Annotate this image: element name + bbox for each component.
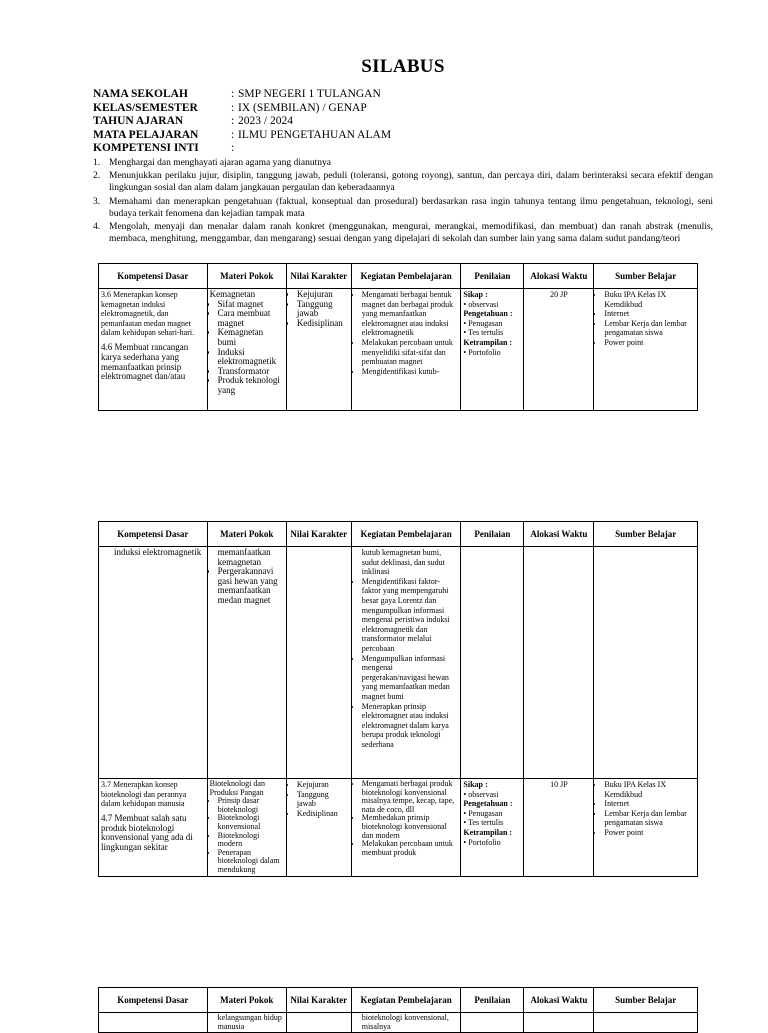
list-item: • Melakukan percobaan untuk menyelidiki sifat-sifat dan pembuatan magnet bbox=[362, 338, 459, 367]
materi-cell: memanfaatkan kemagnetan • Pergerakannavi gasi hewan yang memanfaatkan medan magnet bbox=[207, 547, 286, 779]
list-item: • Bioteknologi konvensional bbox=[218, 814, 284, 831]
info-row-year: TAHUN AJARAN : 2023 / 2024 bbox=[93, 115, 293, 127]
syllabus-table-3 bbox=[98, 987, 698, 1033]
list-item: • Sifat magnet bbox=[218, 300, 284, 310]
nilai-cell bbox=[286, 779, 351, 877]
list-item: • Mengumpulkan informasi mengenai pergerakan/navigasi hewan yang memanfaatkan medan magnet bumi bbox=[362, 654, 459, 702]
header-nilai: Nilai Karakter bbox=[286, 264, 351, 289]
list-item: • Penerapan bioteknologi dalam mendukung bbox=[218, 849, 284, 875]
list-item: • Power point bbox=[604, 828, 695, 838]
table-header-row: Kompetensi Dasar Materi Pokok Nilai Karakter Kegiatan Pembelajaran Penilaian Alokasi Waktu Sumber Belajar bbox=[99, 988, 698, 1013]
kegiatan-cell: kutub kemagnetan bumi, sudut deklinasi, dan sudut inklinasi • Mengidentifikasi faktor-faktor yang mempengaruhi besar gaya Lorentz dan mengumpulkan informasi mengenai peristiwa induksi elektromagnetik dan transformator melalui percobaan • Mengumpulkan informasi mengenai pergerakan/navigasi hewan yang memanfaatkan medan magnet bumi • Menerapkan prinsip elektromagnet atau induksi elektromagnet dalam karya berupa produk teknologi sederhana bbox=[351, 547, 461, 779]
list-item: • Kejujuran bbox=[297, 780, 349, 790]
sumber-cell bbox=[594, 289, 698, 411]
list-item: • Menerapkan prinsip elektromagnet atau induksi elektromagnet dalam karya berupa produk teknologi sederhana bbox=[362, 702, 459, 750]
list-item: • Mengidentifikasi kutub- bbox=[362, 367, 459, 377]
list-item: • Buku IPA Kelas IX Kemdikbud bbox=[604, 780, 695, 799]
table-row bbox=[99, 1013, 698, 1033]
syllabus-table-2 bbox=[98, 521, 698, 877]
list-item: • Membedakan prinsip bioteknologi konvensional dan modern bbox=[362, 814, 459, 840]
info-row-school: NAMA SEKOLAH : SMP NEGERI 1 TULANGAN bbox=[93, 88, 381, 100]
list-item: • Internet bbox=[604, 309, 695, 319]
list-item: • Cara membuat magnet bbox=[218, 309, 284, 328]
list-item: • Mengidentifikasi faktor-faktor yang mempengaruhi besar gaya Lorentz dan mengumpulkan informasi mengenai peristiwa induksi elektromagnetik dan transformator melalui percobaan bbox=[362, 577, 459, 654]
ki-item: 4. Mengolah, menyaji dan menalar dalam ranah konkret (menggunakan, mengurai, merangkai, memodifikasi, dan membuat) dan ranah abstrak (menulis, membaca, menghitung, menggambar, dan mengarang) sesuai dengan yang dipelajari di sekolah dan sumber lain yang sama dalam sudut pandang/teori bbox=[93, 222, 713, 245]
list-item: • Pergerakannavi gasi hewan yang memanfaatkan medan magnet bbox=[218, 567, 284, 605]
table-row bbox=[99, 289, 698, 411]
list-item: • Internet bbox=[604, 799, 695, 809]
page-title: SILABUS bbox=[361, 56, 445, 77]
list-item: • Tanggung jawab bbox=[297, 300, 349, 319]
list-item: • Kejujuran bbox=[297, 290, 349, 300]
list-item: • Melakukan percobaan untuk membuat produk bbox=[362, 840, 459, 857]
ki-item: 3. Memahami dan menerapkan pengetahuan (faktual, konseptual dan prosedural) berdasarkan rasa ingin tahunya tentang ilmu pengetahuan, teknologi, seni budaya terkait fenomena dan kejadian tampak mata bbox=[93, 196, 713, 219]
list-item: • Tanggung jawab bbox=[297, 790, 349, 809]
materi-cell: Kemagnetan • Sifat magnet • Cara membuat magnet • Kemagnetan bumi • Induksi elektromagnetik • Transformator • Produk teknologi yang bbox=[207, 289, 286, 411]
ki-item: 2. Menunjukkan perilaku jujur, disiplin, tanggung jawab, peduli (toleransi, gotong royong), santun, dan percaya diri, dalam berinteraksi secara efektif dengan lingkungan sosial dan alam dalam jangkauan pergaulan dan keberadaannya bbox=[93, 171, 713, 194]
ki-item: 1. Menghargai dan menghayati ajaran agama yang dianutnya bbox=[93, 158, 331, 168]
table-row bbox=[99, 779, 698, 877]
penilaian-cell: Sikap : • observasi Pengetahuan : • Penugasan • Tes tertulis Ketrampilan : • Portofolio bbox=[461, 289, 524, 411]
table-row bbox=[99, 547, 698, 779]
list-item: • Bioteknologi modern bbox=[218, 832, 284, 849]
materi-cell: Bioteknologi dan Produksi Pangan • Prinsip dasar bioteknologi • Bioteknologi konvensional • Bioteknologi modern • Penerapan bioteknologi dalam mendukung bbox=[207, 779, 286, 877]
info-row-ki: KOMPETENSI INTI : bbox=[93, 142, 235, 154]
list-item: • Mengamati berbagai bentuk magnet dan berbagai produk yang memanfaatkan elektromagnet atau induksi elektromagnetik bbox=[362, 290, 459, 338]
kd-cell: 3.7 Menerapkan konsep bioteknologi dan perannya dalam kehidupan manusia 4.7 Membuat salah satu produk bioteknologi konvensional yang ada di lingkungan sekitar bbox=[99, 779, 208, 877]
kd-cell: 3.6 Menerapkan konsep kemagnetan induksi elektromagnetik, dan pemanfaatan medan magnet dalam kehidupan sehari-hari. 4.6 Membuat rancangan karya sederhana yang memanfaatkan prinsip elektromagnet dan/atau bbox=[99, 289, 208, 411]
list-item: • Power point bbox=[604, 338, 695, 348]
materi-cell: kelangsungan hidup manusia bbox=[207, 1013, 286, 1033]
list-item: • Transformator bbox=[218, 367, 284, 377]
header-materi: Materi Pokok bbox=[207, 264, 286, 289]
header-penilaian: Penilaian bbox=[461, 264, 524, 289]
kegiatan-cell: bioteknologi konvensional, misalnya bbox=[351, 1013, 461, 1033]
school-info bbox=[93, 88, 391, 156]
alokasi-cell: 20 JP bbox=[524, 289, 594, 411]
nilai-cell bbox=[286, 289, 351, 411]
header-kegiatan: Kegiatan Pembelajaran bbox=[351, 264, 461, 289]
kd-cell: induksi elektromagnetik bbox=[99, 547, 208, 779]
list-item: • Lembar Kerja dan lembar pengamatan siswa bbox=[604, 809, 695, 828]
sumber-cell bbox=[594, 779, 698, 877]
list-item: • Buku IPA Kelas IX Kemdikbud bbox=[604, 290, 695, 309]
alokasi-cell: 10 JP bbox=[524, 779, 594, 877]
list-item: • Kedisiplinan bbox=[297, 809, 349, 819]
list-item: • Lembar Kerja dan lembar pengamatan siswa bbox=[604, 319, 695, 338]
list-item: • Kedisiplinan bbox=[297, 319, 349, 329]
list-item: • Mengamati berbagai produk bioteknologi konvensional misalnya tempe, kecap, tape, nata de coco, dll bbox=[362, 780, 459, 814]
header-kd: Kompetensi Dasar bbox=[99, 264, 208, 289]
penilaian-cell: Sikap : • observasi Pengetahuan : • Penugasan • Tes tertulis Ketrampilan : • Portofolio bbox=[461, 779, 524, 877]
info-row-class: KELAS/SEMESTER : IX (SEMBILAN) / GENAP bbox=[93, 101, 367, 114]
kegiatan-cell bbox=[351, 289, 461, 411]
kegiatan-cell bbox=[351, 779, 461, 877]
table-header-row bbox=[99, 264, 698, 289]
header-sumber: Sumber Belajar bbox=[594, 264, 698, 289]
syllabus-table-1 bbox=[98, 263, 698, 411]
materi-list bbox=[210, 300, 284, 396]
kompetensi-inti-list bbox=[93, 157, 713, 246]
list-item: • Induksi elektromagnetik bbox=[218, 348, 284, 367]
list-item: • Kemagnetan bumi bbox=[218, 328, 284, 347]
header-alokasi: Alokasi Waktu bbox=[524, 264, 594, 289]
table-header-row: Kompetensi Dasar Materi Pokok Nilai Karakter Kegiatan Pembelajaran Penilaian Alokasi Waktu Sumber Belajar bbox=[99, 522, 698, 547]
list-item: • Produk teknologi yang bbox=[218, 376, 284, 395]
list-item: • Prinsip dasar bioteknologi bbox=[218, 797, 284, 814]
nilai-cell bbox=[286, 547, 351, 779]
info-row-subject: MATA PELAJARAN : ILMU PENGETAHUAN ALAM bbox=[93, 128, 392, 141]
